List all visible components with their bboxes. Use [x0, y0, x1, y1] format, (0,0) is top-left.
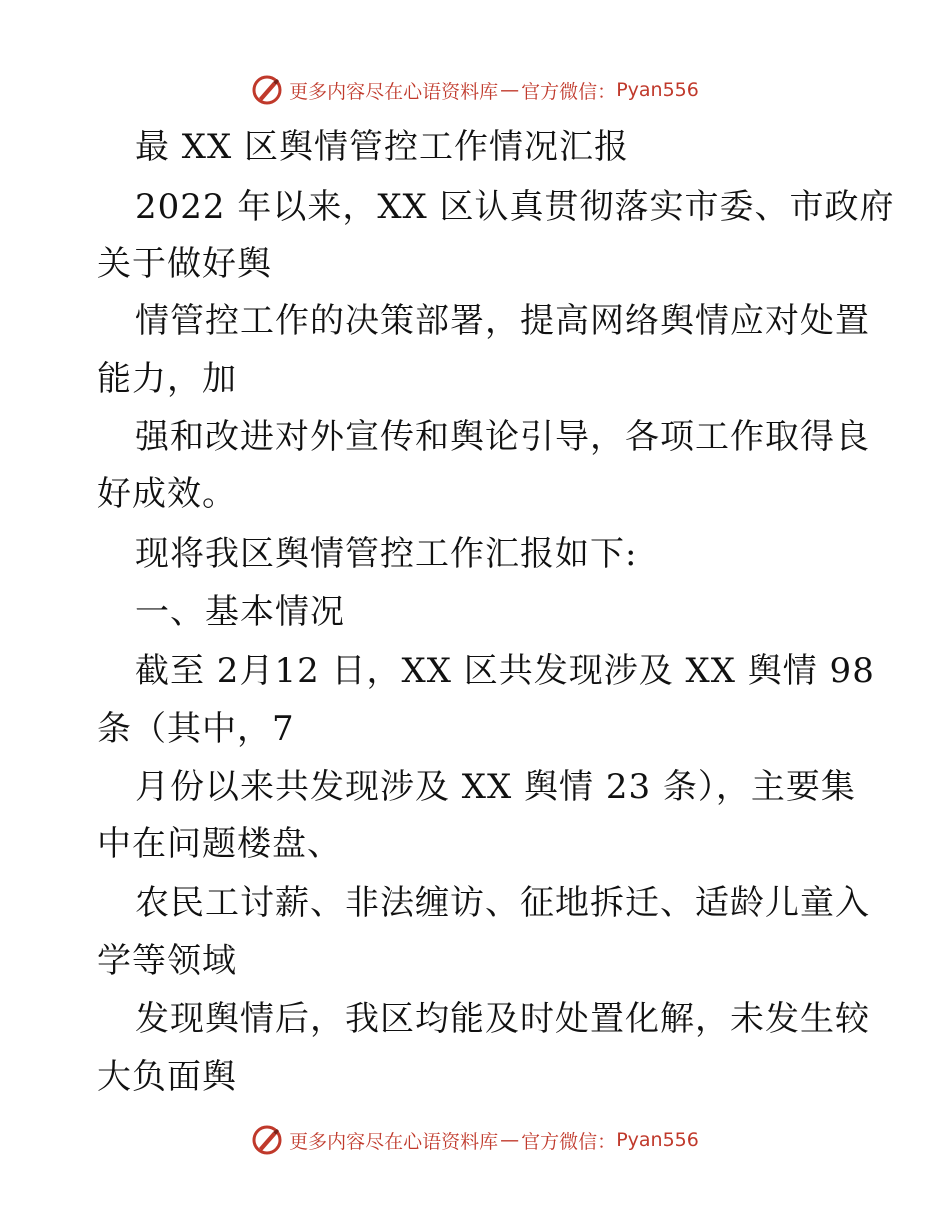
document-title: 最 XX 区舆情管控工作情况汇报: [135, 127, 630, 167]
pen-logo-icon: [251, 74, 283, 106]
watermark-separator: —: [500, 1129, 520, 1151]
paragraph-line: 学等领域: [97, 941, 237, 981]
watermark-text: 更多内容尽在心语资料库: [289, 80, 499, 103]
paragraph-line: 2022 年以来，XX 区认真贯彻落实市委、市政府: [135, 187, 895, 227]
paragraph-line: 现将我区舆情管控工作汇报如下:: [135, 534, 638, 574]
paragraph-line: 农民工讨薪、非法缠访、征地拆迁、适龄儿童入: [135, 883, 870, 923]
watermark-wechat-id: Pyan556: [616, 1129, 699, 1151]
watermark-text: 更多内容尽在心语资料库: [289, 1130, 499, 1153]
paragraph-line: 能力，加: [97, 359, 237, 399]
paragraph-line: 截至 2月12 日，XX 区共发现涉及 XX 舆情 98: [135, 651, 875, 691]
watermark-banner-bottom: [0, 1120, 950, 1160]
paragraph-line: 条（其中，7: [97, 709, 295, 749]
watermark-banner-top: [0, 70, 950, 110]
watermark-wechat-label: 官方微信：: [521, 80, 617, 103]
section-heading: 一、基本情况: [135, 592, 345, 632]
paragraph-line: 好成效。: [97, 474, 237, 514]
watermark-wechat-id: Pyan556: [616, 79, 699, 101]
paragraph-line: 发现舆情后，我区均能及时处置化解，未发生较: [135, 999, 870, 1039]
paragraph-line: 关于做好舆: [97, 244, 272, 284]
paragraph-line: 大负面舆: [97, 1057, 237, 1097]
pen-logo-icon: [251, 1124, 283, 1156]
watermark-separator: —: [500, 79, 520, 101]
paragraph-line: 强和改进对外宣传和舆论引导，各项工作取得良: [135, 417, 870, 457]
watermark-wechat-label: 官方微信：: [521, 1130, 617, 1153]
paragraph-line: 情管控工作的决策部署，提高网络舆情应对处置: [135, 301, 870, 341]
paragraph-line: 中在问题楼盘、: [97, 824, 342, 864]
paragraph-line: 月份以来共发现涉及 XX 舆情 23 条），主要集: [135, 767, 856, 807]
